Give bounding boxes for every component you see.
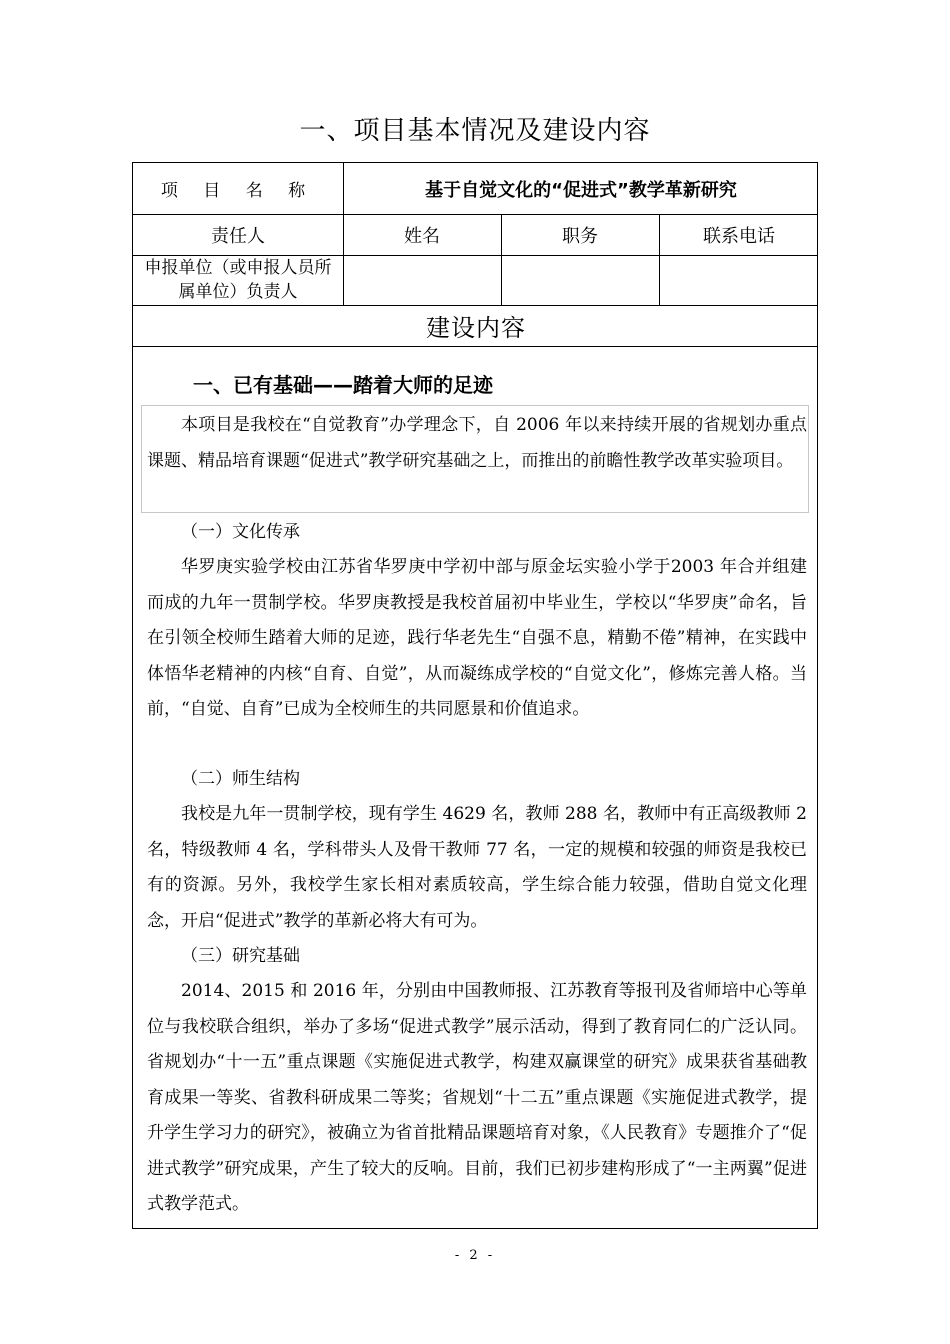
subheading-culture: （一）文化传承 [181,522,300,542]
subheading-structure: （二）师生结构 [181,769,300,789]
row-divider [133,346,817,347]
heading-existing-foundation [193,369,493,398]
subheading-research: （三）研究基础 [181,946,300,966]
page-number: - 2 - [454,1248,496,1263]
section-title: 建设内容 [426,314,526,342]
project-name: 基于自觉文化的“促进式”教学革新研究 [425,179,737,201]
project-table [132,162,818,1229]
paragraph-research: 2014、2015 和 2016 年，分别由中国教师报、江苏教育等报刊及省师培中心等单位与我校联合组织，举办了多场“促进式教学”展示活动，得到了教育同仁的广泛认同。省规划办“十一五”重点课题《实施促进式教学，构建双赢课堂的研究》成果获省基础教育成果一等奖、省教科研成果二等奖；省规划“十二五”重点课题《实施促进式教学，提升学生学习力的研究》，被确立为省首批精品课题培育对象，《人民教育》专题推介了“促进式教学”研究成果，产生了较大的反响。目前，我们已初步建构形成了“一主两翼”促进式教学范式。 [147,981,807,1214]
name-header: 姓名 [404,225,440,247]
unit-phone-cell [659,255,819,305]
heading-bold: 踏着大师的足迹 [353,373,493,397]
phone-header: 联系电话 [703,225,775,247]
responsible-header: 责任人 [211,225,265,247]
unit-name-cell [343,255,501,305]
heading-prefix: 一、已有基础—— [193,373,353,397]
project-name-label: 项 目 名 称 [160,181,316,201]
paragraph-culture: 华罗庚实验学校由江苏省华罗庚中学初中部与原金坛实验小学于2003 年合并组建而成的九年一贯制学校。华罗庚教授是我校首届初中毕业生，学校以“华罗庚”命名，旨在引领全校师生踏着大师的足迹，践行华老先生“自强不息，精勤不倦”精神，在实践中体悟华老精神的内核“自育、自觉”，从而凝练成学校的“自觉文化”，修炼完善人格。当前，“自觉、自育”已成为全校师生的共同愿景和价值追求。 [147,557,807,719]
unit-label: 申报单位（或申报人员所属单位）负责人 [144,258,332,302]
intro-paragraph: 本项目是我校在“自觉教育”办学理念下，自 2006 年以来持续开展的省规划办重点课题、精品培育课题“促进式”教学研究基础之上，而推出的前瞻性教学改革实验项目。 [147,415,807,471]
page-title: 一、项目基本情况及建设内容 [299,116,651,146]
unit-position-cell [501,255,659,305]
position-header: 职务 [562,225,598,247]
paragraph-structure: 我校是九年一贯制学校，现有学生 4629 名，教师 288 名，教师中有正高级教师 2 名，特级教师 4 名，学科带头人及骨干教师 77 名，一定的规模和较强的师资是我校已有的资源。另外，我校学生家长相对素质较高，学生综合能力较强，借助自觉文化理念，开启“促进式”教学的革新必将大有可为。 [147,804,807,931]
